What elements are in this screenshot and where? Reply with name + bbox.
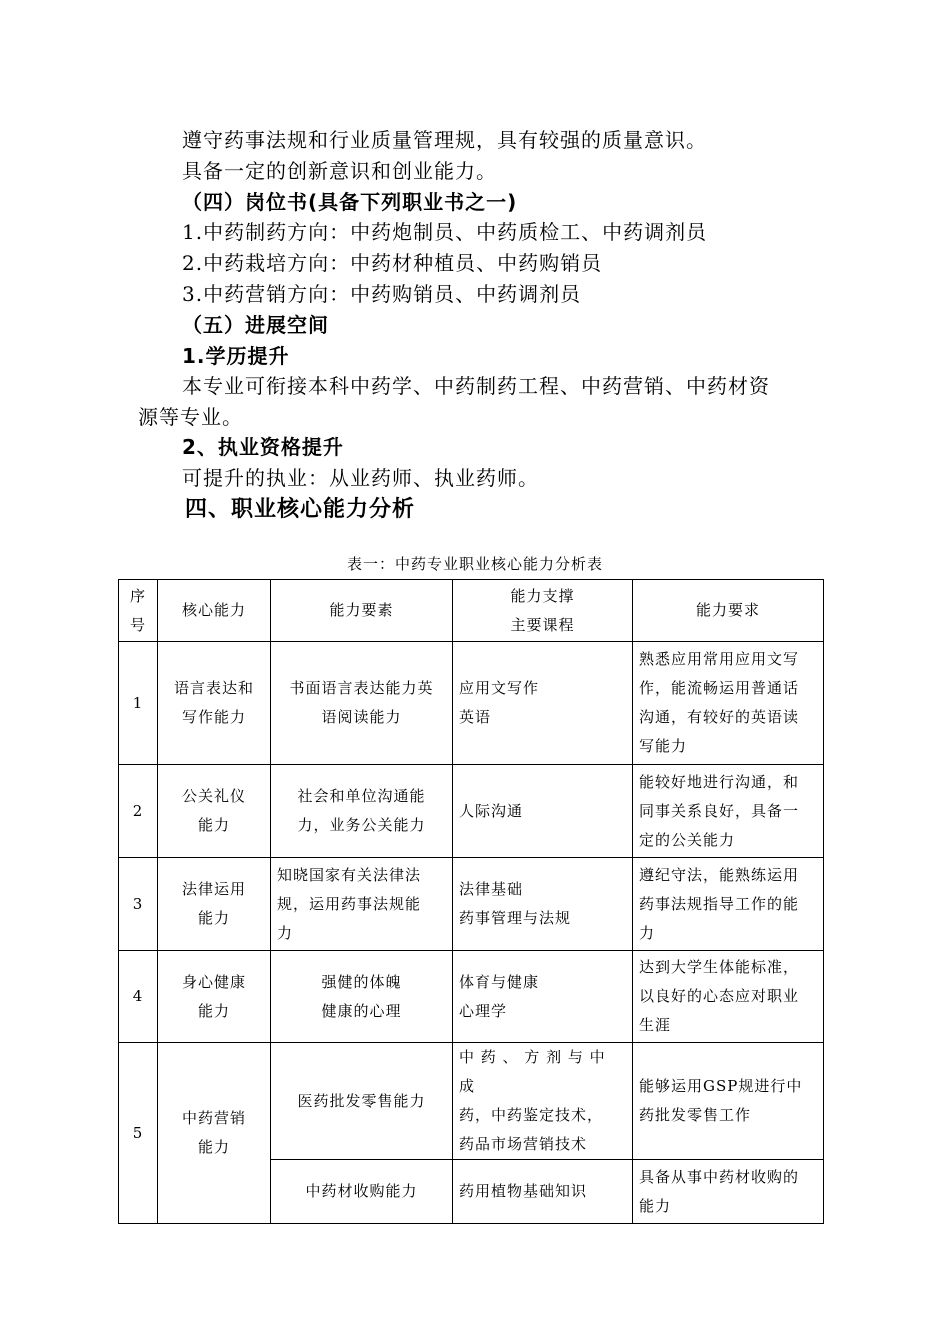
heading-development-space: （五）进展空间	[182, 313, 329, 337]
cell-line: 中药营销	[181, 1109, 246, 1127]
row-elements	[271, 642, 453, 765]
row-core	[158, 642, 271, 765]
cell-line: 药批发零售工作	[639, 1106, 752, 1124]
heading-section-four: 四、职业核心能力分析	[185, 497, 416, 522]
row-courses	[453, 858, 633, 951]
paragraph-education-line-2: 源等专业。	[138, 405, 243, 429]
row-elements	[271, 1043, 453, 1160]
cell-line: 医药批发零售能力	[297, 1091, 426, 1110]
table-row	[119, 765, 824, 858]
table-row	[119, 951, 824, 1043]
row-courses	[453, 1160, 633, 1224]
cell-line: 能较好地进行沟通，和	[639, 772, 800, 791]
header-courses	[453, 580, 633, 642]
certificate-item-1: 1.中药制药方向：中药炮制员、中药质检工、中药调剂员	[182, 220, 708, 244]
heading-qualification-upgrade: 2、执业资格提升	[182, 435, 344, 459]
cell-line: 具备从事中药材收购的	[639, 1167, 800, 1186]
cell-line: 英语	[459, 708, 492, 726]
row-requirements	[633, 1160, 824, 1224]
cell-line: 法律基础	[459, 880, 524, 898]
row-requirements	[633, 951, 824, 1043]
cell-line: 同事关系良好，具备一	[639, 801, 800, 820]
row-elements	[271, 765, 453, 858]
cell-line: 定的公关能力	[639, 830, 736, 849]
row-elements	[271, 1160, 453, 1224]
cell-line: 人际沟通	[459, 801, 524, 820]
header-no	[119, 580, 158, 642]
cell-line: 语言表达和	[173, 679, 254, 697]
cell-line: 强健的体魄	[321, 972, 402, 991]
cell-line: 力	[639, 923, 656, 942]
cell-line: 力	[277, 923, 294, 942]
cell-line: 药事法规指导工作的能	[639, 894, 800, 913]
cell-line: 中 药 、 方 剂 与 中 成	[459, 1048, 606, 1095]
row-requirements	[633, 1043, 824, 1160]
cell-line: 社会和单位沟通能	[297, 787, 426, 805]
cell-line: 以良好的心态应对职业	[639, 987, 800, 1005]
cell-line: 熟悉应用常用应用文写	[639, 650, 800, 668]
cell-line: 能够运用GSP规进行中	[639, 1077, 803, 1095]
cell-line: 沟通，有较好的英语读	[639, 708, 800, 726]
cell-line: 心理学	[459, 1001, 508, 1020]
cell-line: 药，中药鉴定技术，	[459, 1106, 604, 1124]
cell-line: 遵纪守法，能熟练运用	[639, 865, 800, 884]
cell-line: 写能力	[639, 737, 688, 755]
cell-line: 能力	[197, 816, 230, 834]
header-core: 核心能力	[158, 580, 271, 642]
header-requirements: 能力要求	[633, 580, 824, 642]
row-core	[158, 765, 271, 858]
table-row	[119, 642, 824, 765]
cell-line: 药事管理与法规	[459, 909, 572, 927]
cell-line: 法律运用	[181, 880, 246, 898]
cell-line: 中药材收购能力	[305, 1182, 418, 1200]
row-requirements	[633, 642, 824, 765]
row-elements	[271, 951, 453, 1043]
paragraph-innovation: 具备一定的创新意识和创业能力。	[182, 159, 497, 183]
row-core	[158, 1043, 271, 1224]
cell-line: 规，运用药事法规能	[277, 894, 422, 913]
cell-line: 健康的心理	[321, 1001, 402, 1020]
cell-line: 身心健康	[181, 972, 246, 991]
row-no: 5	[119, 1043, 158, 1224]
cell-line: 生涯	[639, 1016, 672, 1034]
paragraph-quality-awareness: 遵守药事法规和行业质量管理规，具有较强的质量意识。	[182, 128, 707, 152]
row-core	[158, 951, 271, 1043]
table-row	[119, 1043, 824, 1160]
cell-line: 药用植物基础知识	[459, 1182, 588, 1200]
row-no: 2	[119, 765, 158, 858]
cell-line: 能力	[197, 1138, 230, 1156]
row-courses	[453, 951, 633, 1043]
cell-line: 能力	[639, 1196, 672, 1215]
table-header-row	[119, 580, 824, 642]
row-no: 3	[119, 858, 158, 951]
table-row	[119, 858, 824, 951]
header-elements: 能力要素	[271, 580, 453, 642]
row-courses	[453, 765, 633, 858]
cell-line: 体育与健康	[459, 972, 540, 991]
cell-line: 能力	[197, 909, 230, 927]
cell-line: 药品市场营销技术	[459, 1135, 588, 1153]
certificate-item-3: 3.中药营销方向：中药购销员、中药调剂员	[182, 282, 582, 306]
row-core	[158, 858, 271, 951]
cell-line: 写作能力	[181, 708, 246, 726]
cell-line: 能力	[197, 1001, 230, 1020]
row-courses	[453, 642, 633, 765]
header-no-line-1: 序	[129, 586, 146, 605]
row-requirements	[633, 765, 824, 858]
header-courses-line-1: 能力支撑	[510, 586, 575, 605]
table-caption: 表一：中药专业职业核心能力分析表	[346, 555, 603, 573]
cell-line: 知晓国家有关法律法	[277, 865, 422, 884]
row-requirements	[633, 858, 824, 951]
paragraph-qualification: 可提升的执业：从业药师、执业药师。	[182, 466, 539, 490]
core-ability-table	[118, 579, 824, 1224]
cell-line: 作，能流畅运用普通话	[639, 679, 800, 697]
cell-line: 力，业务公关能力	[297, 816, 426, 834]
cell-line: 书面语言表达能力英	[289, 679, 434, 697]
paragraph-education-line-1: 本专业可衔接本科中药学、中药制药工程、中药营销、中药材资	[182, 374, 770, 398]
header-no-line-2: 号	[129, 615, 146, 634]
row-courses	[453, 1043, 633, 1160]
cell-line: 公关礼仪	[181, 787, 246, 805]
certificate-item-2: 2.中药栽培方向：中药材种植员、中药购销员	[182, 251, 603, 275]
row-elements	[271, 858, 453, 951]
cell-line: 语阅读能力	[321, 708, 402, 726]
cell-line: 达到大学生体能标准，	[639, 958, 800, 976]
heading-certificates: （四）岗位书(具备下列职业书之一)	[182, 190, 518, 214]
heading-education-upgrade: 1.学历提升	[182, 344, 290, 368]
row-no: 4	[119, 951, 158, 1043]
cell-line: 应用文写作	[459, 679, 540, 697]
header-courses-line-2: 主要课程	[510, 615, 575, 634]
row-no: 1	[119, 642, 158, 765]
